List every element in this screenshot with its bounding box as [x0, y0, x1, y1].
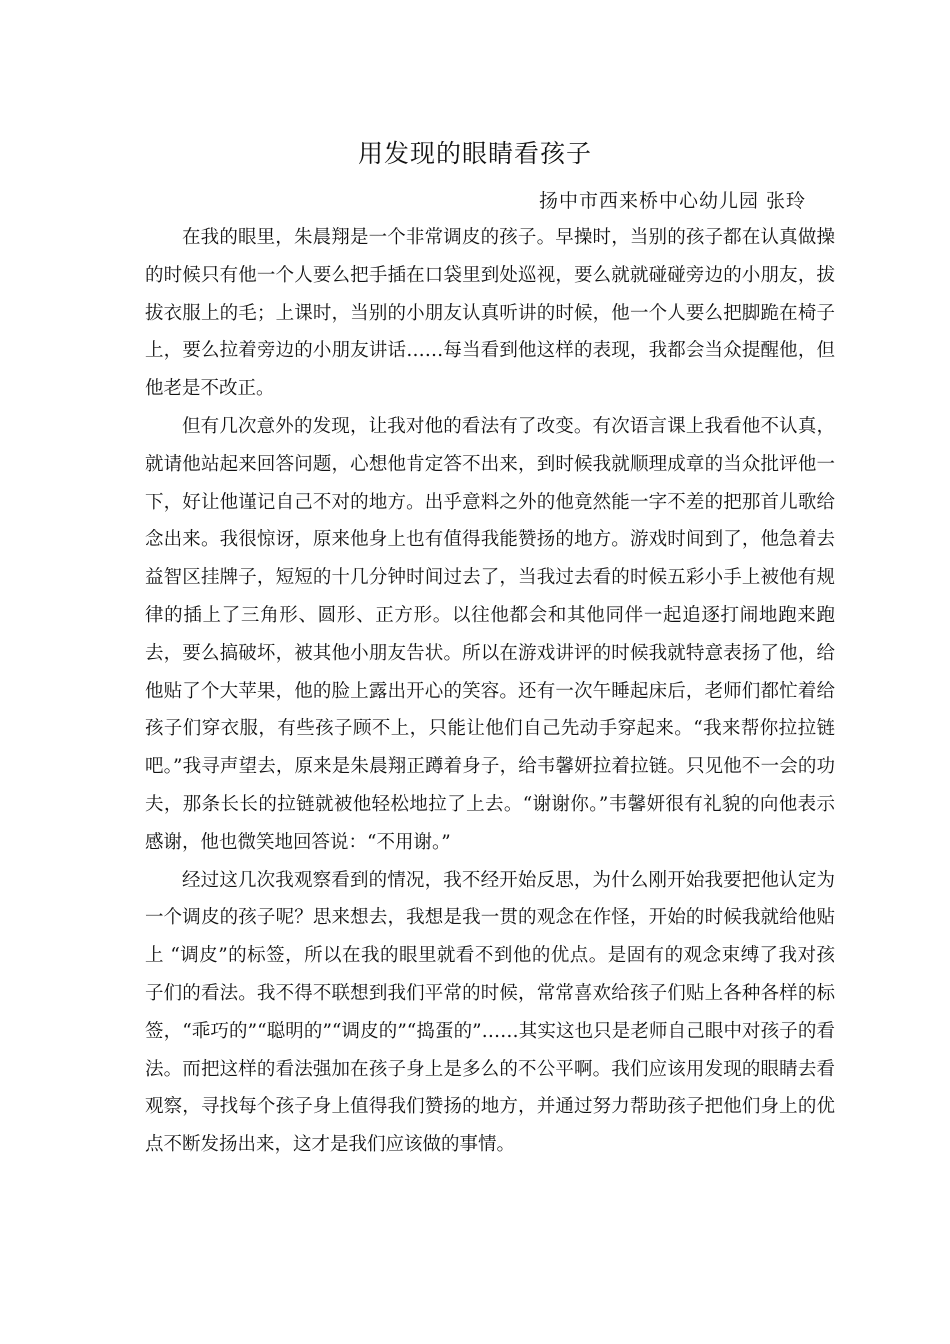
paragraph-3: 经过这几次我观察看到的情况，我不经开始反思，为什么刚开始我要把他认定为一个调皮的孩子呢？思来想去，我想是我一贯的观念在作怪，开始的时候我就给他贴上 “调皮”的标签，所以在我的眼里就看不到他的优点。是固有的观念束缚了我对孩子们的看法。我不得不联想到我们平常的时候，常常喜欢给孩子们贴上各种各样的标签，“乖巧的”“聪明的”“调皮的”“捣蛋的”……其实这也只是老师自己眼中对孩子的看法。而把这样的看法强加在孩子身上是多么的不公平啊。我们应该用发现的眼睛去看观察，寻找每个孩子身上值得我们赞扬的地方，并通过努力帮助孩子把他们身上的优点不断发扬出来，这才是我们应该做的事情。 [145, 869, 835, 1156]
author-byline: 扬中市西来桥中心幼儿园 张玲 [538, 190, 806, 212]
paragraph-2: 但有几次意外的发现，让我对他的看法有了改变。有次语言课上我看他不认真，就请他站起来回答问题，心想他肯定答不出来，到时候我就顺理成章的当众批评他一下，好让他谨记自己不对的地方。出乎意料之外的他竟然能一字不差的把那首儿歌给念出来。我很惊讶，原来他身上也有值得我能赞扬的地方。游戏时间到了，他急着去益智区挂牌子，短短的十几分钟时间过去了，当我过去看的时候五彩小手上被他有规律的插上了三角形、圆形、正方形。以往他都会和其他同伴一起追逐打闹地跑来跑去，要么搞破坏，被其他小朋友告状。所以在游戏讲评的时候我就特意表扬了他，给他贴了个大苹果，他的脸上露出开心的笑容。还有一次午睡起床后，老师们都忙着给孩子们穿衣服，有些孩子顾不上，只能让他们自己先动手穿起来。“我来帮你拉拉链吧。”我寻声望去，原来是朱晨翔正蹲着身子，给韦馨妍拉着拉链。只见他不一会的功夫，那条长长的拉链就被他轻松地拉了上去。“谢谢你。”韦馨妍很有礼貌的向他表示感谢，他也微笑地回答说：“不用谢。” [145, 415, 835, 853]
paragraph-1: 在我的眼里，朱晨翔是一个非常调皮的孩子。早操时，当别的孩子都在认真做操的时候只有他一个人要么把手插在口袋里到处巡视，要么就就碰碰旁边的小朋友，拔拔衣服上的毛；上课时，当别的小朋友认真听讲的时候，他一个人要么把脚跪在椅子上，要么拉着旁边的小朋友讲话……每当看到他这样的表现，我都会当众提醒他，但他老是不改正。 [145, 227, 835, 400]
page-title: 用发现的眼睛看孩子 [357, 139, 592, 168]
article-body [145, 219, 835, 1164]
